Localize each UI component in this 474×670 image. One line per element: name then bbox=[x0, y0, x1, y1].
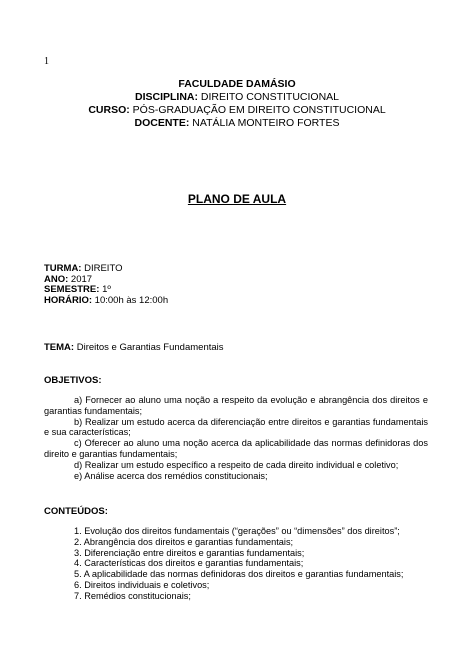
conteudo-item: 1. Evolução dos direitos fundamentais (“gerações” ou “dimensões” dos direitos”; bbox=[74, 526, 400, 536]
ano-label: ANO: bbox=[44, 273, 69, 285]
discipline-value: DIREITO CONSTITUCIONAL bbox=[200, 91, 339, 103]
conteudo-item: 5. A aplicabilidade das normas definidoras dos direitos e garantias fundamentais; bbox=[74, 569, 404, 580]
semestre-value: 1º bbox=[102, 284, 111, 295]
horario-line bbox=[44, 296, 168, 307]
objetivo-item: d) Realizar um estudo específico a respeito de cada direito individual e coletivo; bbox=[74, 459, 399, 470]
class-info bbox=[44, 264, 168, 306]
objetivo-item: c) Oferecer ao aluno uma noção acerca da aplicabilidade das normas definidoras dos direito e garantias fundamentais; bbox=[44, 438, 428, 459]
page-title: PLANO DE AULA bbox=[187, 192, 287, 206]
objetivo-item: e) Análise acerca dos remédios constitucionais; bbox=[74, 470, 268, 481]
discipline-line bbox=[0, 91, 474, 104]
horario-value: 10:00h às 12:00h bbox=[94, 294, 169, 306]
course-line bbox=[0, 104, 474, 117]
conteudos-list bbox=[74, 526, 434, 602]
ano-value: 2017 bbox=[70, 273, 93, 285]
objetivo-item: b) Realizar um estudo acerca da diferenciação entre direitos e garantias fundamentais e sua características; bbox=[44, 416, 428, 438]
objetivo-item: a) Fornecer ao aluno uma noção a respeito da evolução e abrangência dos direitos e garantias fundamentais; bbox=[44, 395, 428, 416]
conteudo-item: 2. Abrangência dos direitos e garantias fundamentais; bbox=[74, 536, 294, 547]
tema-line bbox=[44, 342, 224, 353]
institution-name: FACULDADE DAMÁSIO bbox=[178, 78, 296, 90]
document-header bbox=[0, 78, 474, 130]
tema-value: Direitos e Garantias Fundamentais bbox=[76, 342, 224, 353]
turma-value: DIREITO bbox=[84, 263, 123, 274]
conteudo-item: 3. Diferenciação entre direitos e garantias fundamentais; bbox=[74, 547, 305, 558]
conteudo-item: 7. Remédios constitucionais; bbox=[74, 590, 191, 601]
conteudo-item: 4. Características dos direitos e garantias fundamentais; bbox=[74, 558, 304, 569]
course-label: CURSO: bbox=[88, 104, 130, 116]
teacher-line bbox=[0, 117, 474, 130]
teacher-value: NATÁLIA MONTEIRO FORTES bbox=[192, 117, 340, 129]
course-value: PÓS-GRADUAÇÃO EM DIREITO CONSTITUCIONAL bbox=[132, 104, 386, 116]
objetivos-list bbox=[44, 395, 428, 481]
teacher-label: DOCENTE: bbox=[134, 117, 190, 129]
conteudo-item: 6. Direitos individuais e coletivos; bbox=[74, 579, 210, 590]
conteudos-heading: CONTEÚDOS: bbox=[44, 506, 108, 517]
horario-label: HORÁRIO: bbox=[44, 294, 93, 306]
semestre-label: SEMESTRE: bbox=[44, 284, 100, 295]
tema-label: TEMA: bbox=[44, 342, 75, 353]
turma-label: TURMA: bbox=[44, 263, 82, 274]
discipline-label: DISCIPLINA: bbox=[135, 91, 198, 103]
page-number: 1 bbox=[44, 56, 49, 67]
objetivos-heading: OBJETIVOS: bbox=[44, 375, 102, 386]
